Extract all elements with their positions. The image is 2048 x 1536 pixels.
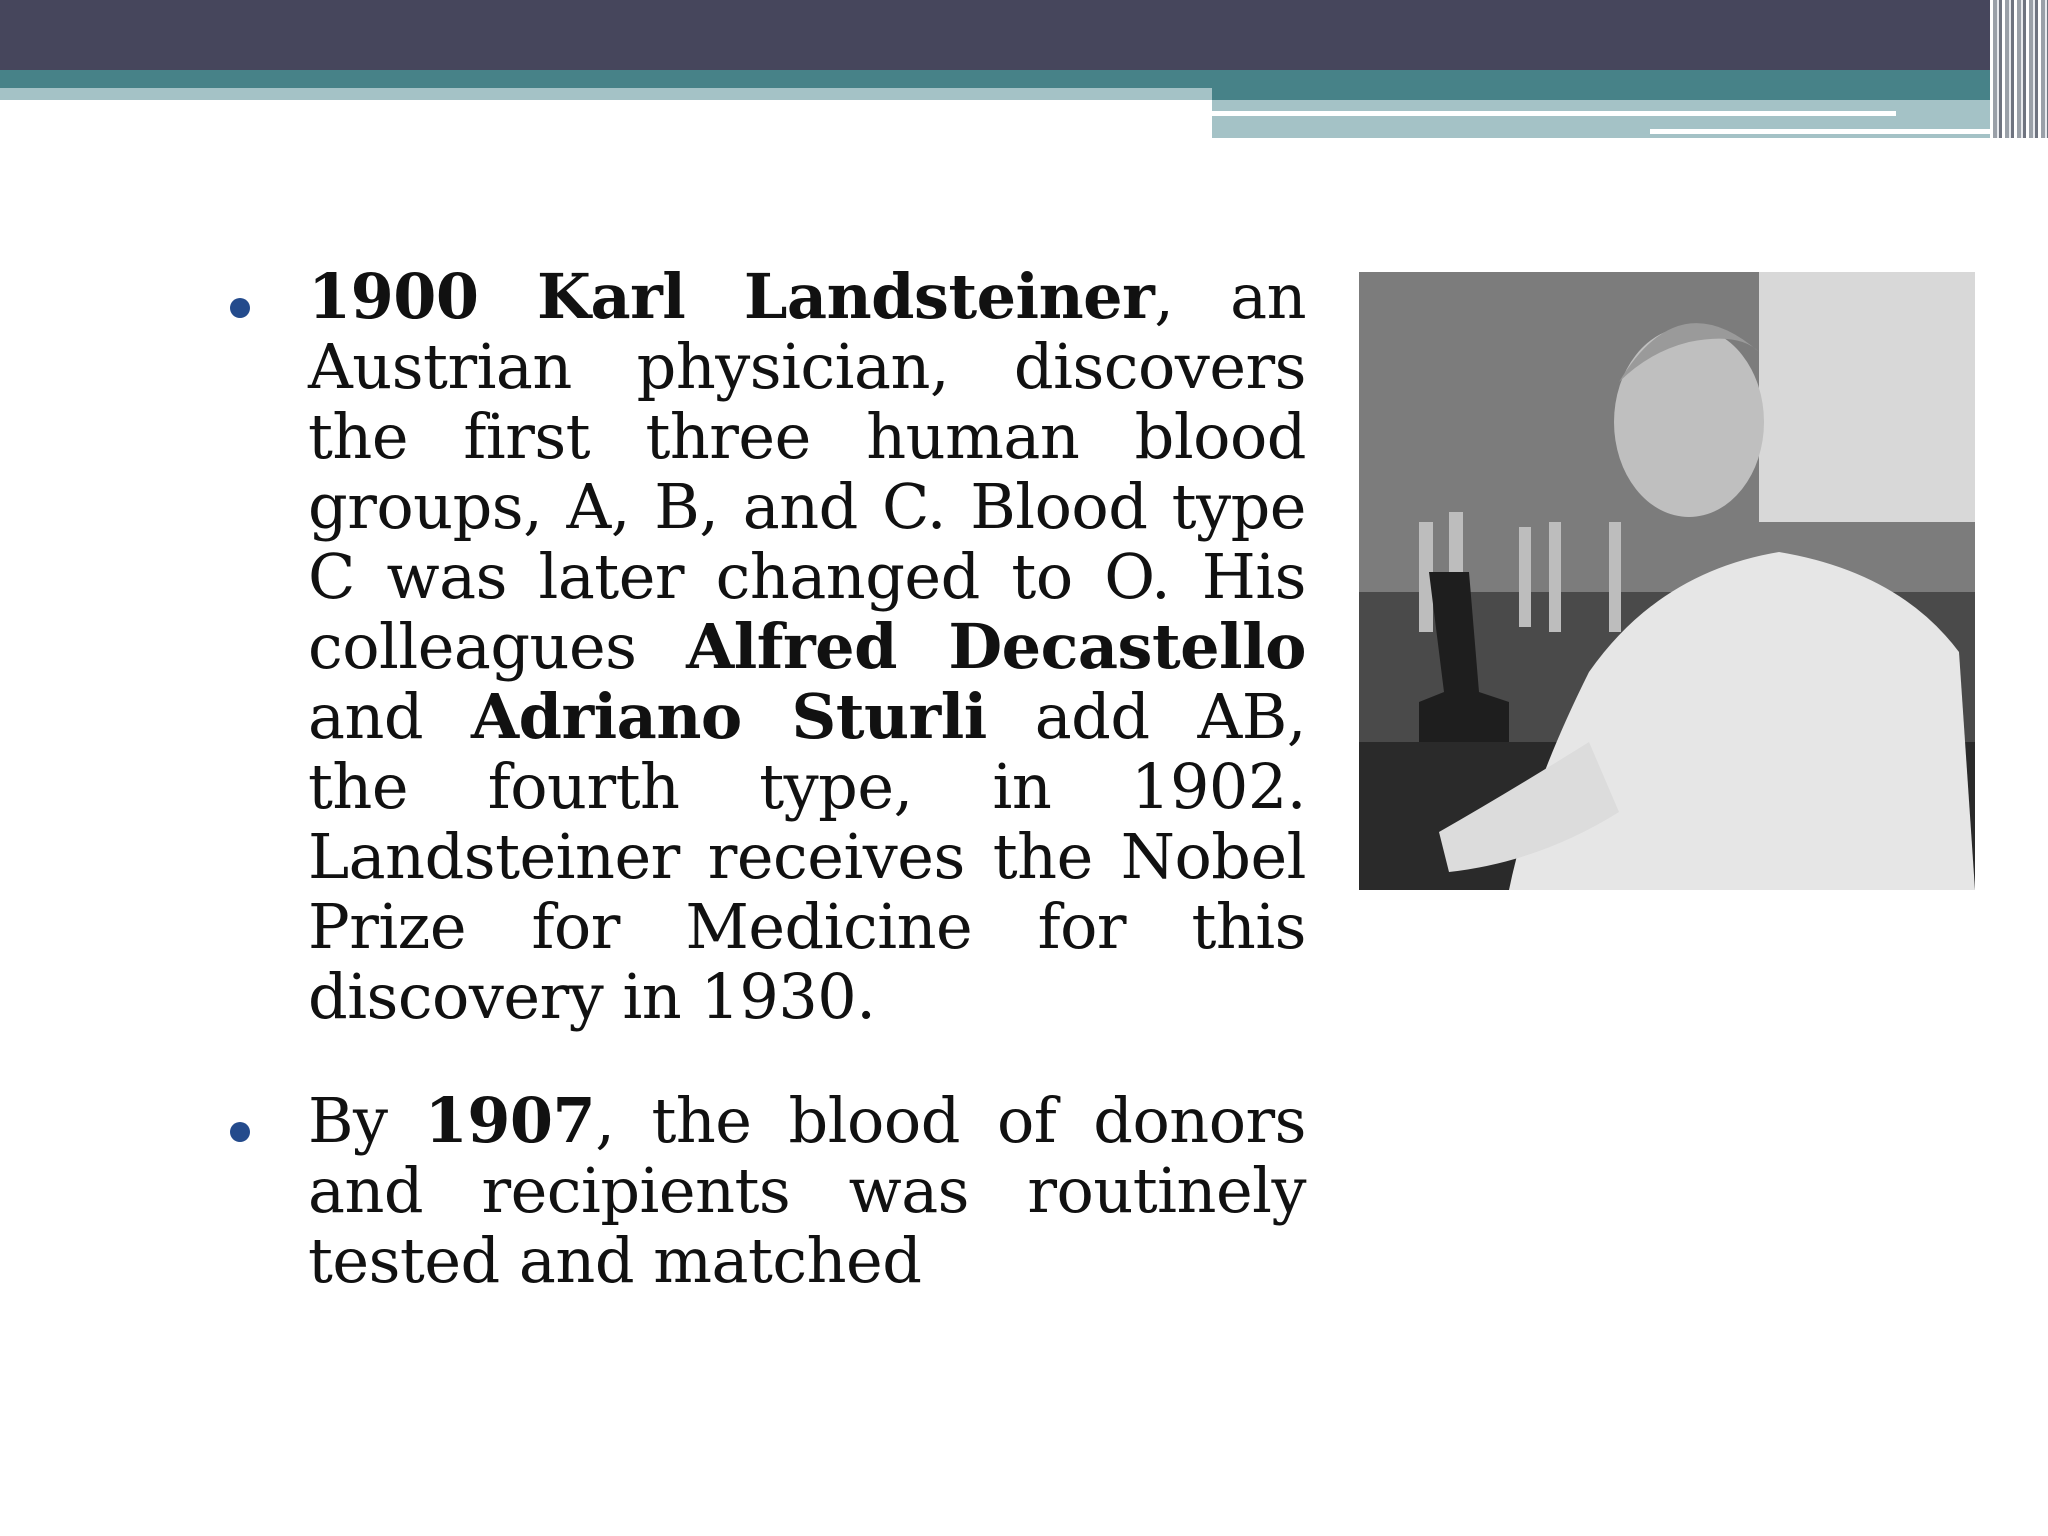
header-divider-line-short	[1650, 129, 2048, 134]
header-band-dark	[0, 0, 2048, 70]
text-segment: and	[308, 680, 471, 753]
header-band-teal-right	[1212, 88, 2048, 100]
bold-segment: Alfred Decastello	[686, 610, 1306, 683]
text-segment: , an Austrian physician, discovers the first three human blood groups, A, B, and C. Blood type C was later changed to O. His colleagues	[308, 260, 1307, 683]
bold-segment: 1907	[424, 1084, 596, 1157]
bold-segment: Adriano Sturli	[470, 680, 987, 753]
bold-segment: 1900 Karl Landsteiner	[308, 260, 1155, 333]
bullet-text	[308, 262, 1306, 1032]
bullet-list	[230, 262, 1306, 1350]
text-segment: By	[308, 1084, 425, 1157]
bullet-item-1907	[230, 1086, 1306, 1296]
portrait-photo	[1359, 272, 1975, 890]
header-band-teal	[0, 70, 2048, 88]
bullet-item-landsteiner	[230, 262, 1306, 1032]
bullet-dot-icon	[230, 1122, 250, 1142]
header-band-light-left	[0, 88, 1212, 100]
portrait-photo-icon	[1359, 272, 1975, 890]
header-stripes	[1990, 0, 2048, 138]
bullet-text	[308, 1086, 1306, 1296]
text-segment: add AB, the fourth type, in 1902. Landsteiner receives the Nobel Prize for Medicine for this discovery in 1930.	[308, 680, 1306, 1033]
bullet-dot-icon	[230, 298, 250, 318]
text-segment: , the blood of donors and recipients was routinely tested and matched	[308, 1084, 1306, 1297]
header-divider-line	[1212, 111, 1896, 116]
